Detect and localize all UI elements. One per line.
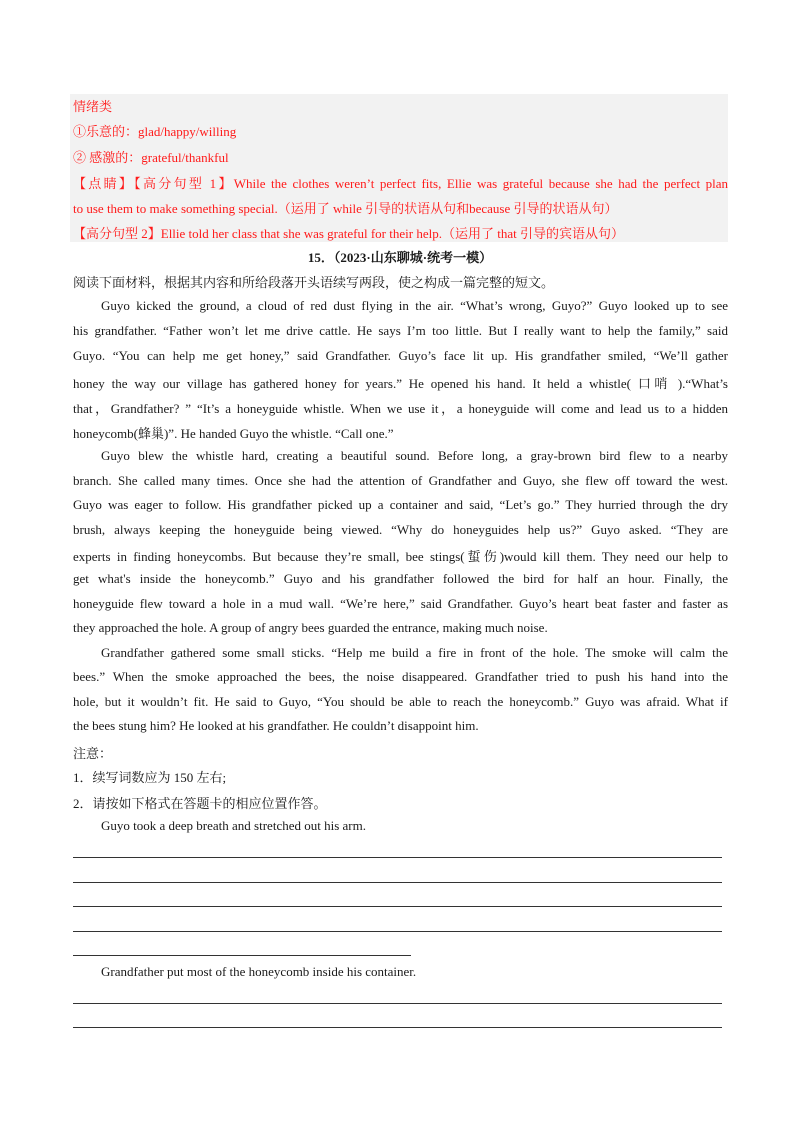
answer-line[interactable] <box>73 1027 722 1028</box>
answer-line[interactable] <box>73 857 722 858</box>
paragraph-start-2: Grandfather put most of the honeycomb inside his container. <box>101 964 417 979</box>
highlight-box <box>70 94 728 242</box>
emotion-heading: 情绪类 <box>73 99 113 114</box>
p2-line: get what's inside the honeycomb.” Guyo and his grandfather followed the bird for half an hour. Finally, the <box>73 571 728 586</box>
p2-line: honeyguide flew toward a hole in a mud wall. “We’re here,” said Grandfather. Guyo’s heart beat faster and faster as <box>73 596 728 611</box>
p2-line: they approached the hole. A group of angry bees guarded the entrance, making much noise. <box>73 620 548 635</box>
answer-line[interactable] <box>73 882 722 883</box>
p1-line: honey the way our village has gathered honey for years.” He opened his hand. It held a whistle( 口哨 ).“What’s <box>73 376 728 391</box>
answer-line[interactable] <box>73 906 722 907</box>
p2-line: experts in finding honeycombs. But because they’re small, bee stings(蜇伤)would kill them. They need our help to <box>73 549 728 564</box>
p3-line: the bees stung him? He looked at his grandfather. He couldn’t disappoint him. <box>73 718 479 733</box>
p2-line: brush, always keeping the honeyguide being viewed. “Why do honeyguides help us?” Guyo asked. “They are <box>73 522 728 537</box>
paragraph-start-1: Guyo took a deep breath and stretched out his arm. <box>101 818 366 833</box>
p3-line: hole, but it wouldn’t fit. He said to Guyo, “You should be able to reach the honeycomb.” Guyo was afraid. What if <box>73 694 728 709</box>
answer-line[interactable] <box>73 931 722 932</box>
question-instruction: 阅读下面材料，根据其内容和所给段落开头语续写两段，使之构成一篇完整的短文。 <box>73 275 555 290</box>
highlight-note-1a: 【点睛】【高分句型 1】While the clothes weren’t perfect fits, Ellie was grateful because she had the perfect plan <box>73 176 728 191</box>
emotion-item-1: ①乐意的：glad/happy/willing <box>73 124 237 139</box>
p1-line: Guyo. “You can help me get honey,” said Grandfather. Guyo’s face lit up. His grandfather smiled, “We’ll gather <box>73 348 728 363</box>
note-word-count: 1．续写词数应为 150 左右; <box>73 770 227 785</box>
question-title: 15．（2023·山东聊城·统考一模） <box>307 250 493 265</box>
emotion-item-2: ② 感激的：grateful/thankful <box>73 150 229 165</box>
p2-line: Guyo was eager to follow. His grandfather picked up a container and said, “Let’s go.” They hurried through the dry <box>73 497 728 512</box>
answer-line[interactable] <box>73 955 411 956</box>
highlight-note-2: 【高分句型 2】Ellie told her class that she was grateful for their help.（运用了 that 引导的宾语从句） <box>73 226 624 241</box>
p1-line: honeycomb(蜂巢)”. He handed Guyo the whistle. “Call one.” <box>73 426 394 441</box>
p1-line: that，Grandfather? ” “It’s a honeyguide whistle. When we use it，a honeyguide will come and lead us to a hidden <box>73 401 728 416</box>
notes-heading: 注意： <box>73 746 113 761</box>
p3-line: bees.” When the smoke approached the bees, the noise disappeared. Grandfather tried to push his hand into the <box>73 669 728 684</box>
answer-line[interactable] <box>73 1003 722 1004</box>
highlight-note-1b: to use them to make something special.（运用了 while 引导的状语从句和because 引导的状语从句） <box>73 201 618 216</box>
p3-line: Grandfather gathered some small sticks. “Help me build a fire in front of the hole. The smoke will calm the <box>101 645 728 660</box>
note-format: 2．请按如下格式在答题卡的相应位置作答。 <box>73 796 327 811</box>
p2-line: branch. She called many times. Once she had the attention of Grandfather and Guyo, she flew off toward the west. <box>73 473 728 488</box>
p2-line: Guyo blew the whistle hard, creating a beautiful sound. Before long, a gray-brown bird flew to a nearby <box>101 448 728 463</box>
p1-line: his grandfather. “Father won’t let me drive cattle. He says I’m too little. But I really want to help the family,” said <box>73 323 728 338</box>
p1-line: Guyo kicked the ground, a cloud of red dust flying in the air. “What’s wrong, Guyo?” Guyo looked up to see <box>101 298 728 313</box>
